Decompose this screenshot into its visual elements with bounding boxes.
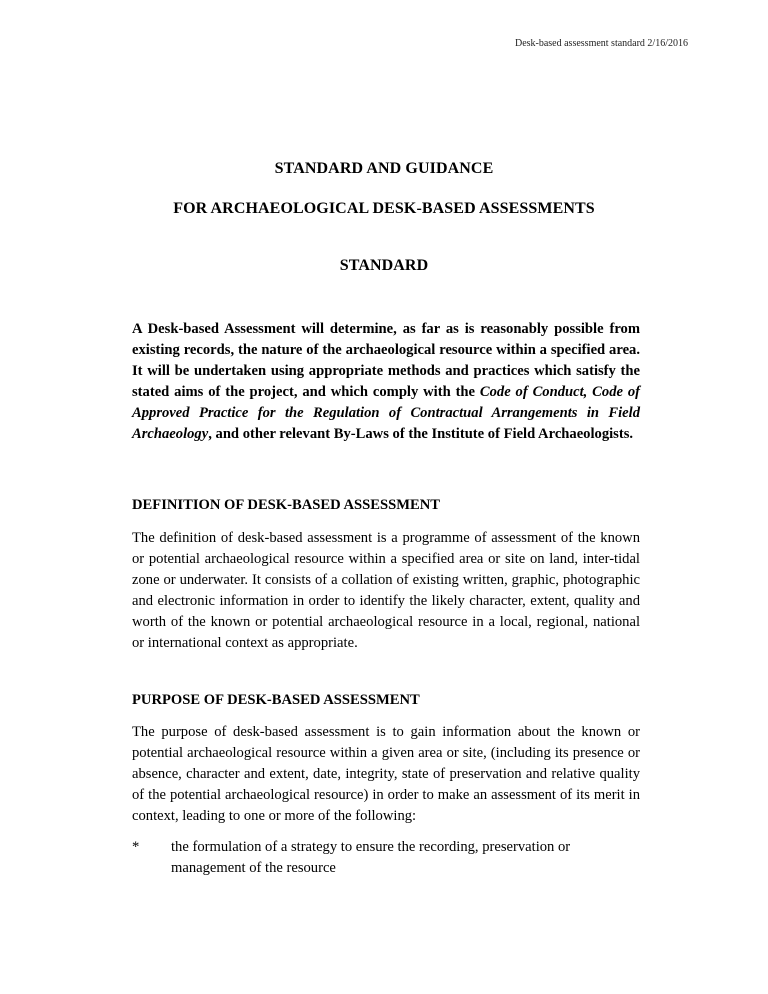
definition-heading: DEFINITION OF DESK-BASED ASSESSMENT xyxy=(132,497,441,513)
standard-statement-text-1: A Desk-based Assessment will determine, as far as is reasonably possible from existing records, the nature of the archaeological resource within a specified area. It will be undertaken using appropriate methods and practices which satisfy the stated aims of the project, and which comply with the xyxy=(132,321,640,400)
standard-statement-italic: Code of Conduct, Code of Approved Practice for the Regulation of Contractual Arrangements in Field Archaeology xyxy=(132,384,640,442)
document-title-line-2: FOR ARCHAEOLOGICAL DESK-BASED ASSESSMENTS xyxy=(173,200,595,217)
purpose-paragraph: The purpose of desk-based assessment is to gain information about the known or potential archaeological resource within a given area or site, (including its presence or absence, character and extent, date, integrity, state of preservation and relative quality of the potential archaeological resource) in order to make an assessment of its merit in context, leading to one or more of the following: xyxy=(132,724,640,824)
standard-statement xyxy=(132,319,640,445)
document-title-line-1: STANDARD AND GUIDANCE xyxy=(274,160,494,177)
asterisk-bullet-icon: * xyxy=(132,839,140,855)
list-item-text: the formulation of a strategy to ensure the recording, preservation or management of the resource xyxy=(171,839,571,876)
running-header: Desk-based assessment standard 2/16/2016 xyxy=(514,38,688,49)
definition-paragraph: The definition of desk-based assessment is a programme of assessment of the known or potential archaeological resource within a specified area or site on land, inter-tidal zone or underwater. It consists of a collation of existing written, graphic, photographic and electronic information in order to identify the likely character, extent, quality and worth of the known or potential archaeological resource in a local, regional, national or international context as appropriate. xyxy=(132,530,640,651)
purpose-heading: PURPOSE OF DESK-BASED ASSESSMENT xyxy=(132,692,420,708)
section-title-standard: STANDARD xyxy=(339,257,429,274)
list-item xyxy=(132,837,640,879)
standard-statement-text-2: , and other relevant By-Laws of the Institute of Field Archaeologists. xyxy=(208,426,634,442)
